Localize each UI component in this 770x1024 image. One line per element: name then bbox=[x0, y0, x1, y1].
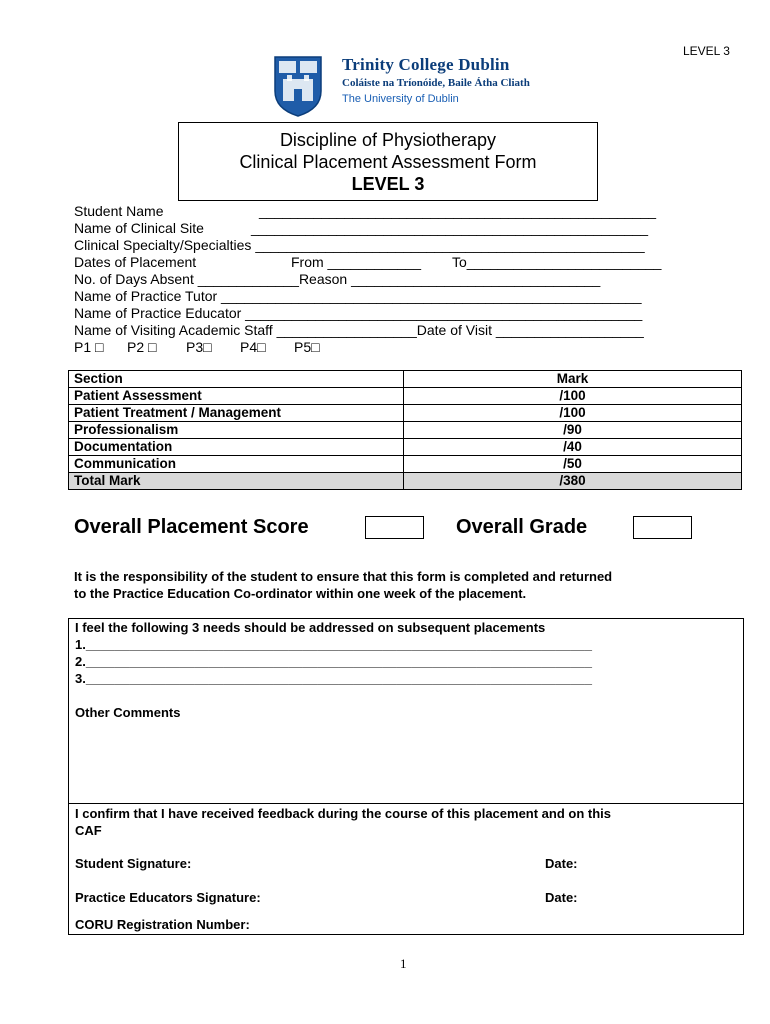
section-cell: Documentation bbox=[69, 439, 404, 456]
tcd-logo bbox=[273, 55, 538, 117]
mark-cell[interactable]: /100 bbox=[404, 388, 742, 405]
section-cell: Communication bbox=[69, 456, 404, 473]
table-header-row bbox=[69, 371, 742, 388]
need-field-1[interactable]: 1.______________________________________________________________________ bbox=[75, 637, 592, 652]
overall-grade-label: Overall Grade bbox=[456, 516, 588, 538]
mark-cell[interactable]: /90 bbox=[404, 422, 742, 439]
practice-tutor-field[interactable]: Name of Practice Tutor ______________________________________________________ bbox=[74, 288, 642, 304]
date-to-field[interactable]: To_________________________ bbox=[452, 254, 662, 270]
table-row bbox=[69, 405, 742, 422]
section-cell: Patient Treatment / Management bbox=[69, 405, 404, 422]
title-level: LEVEL 3 bbox=[351, 174, 425, 194]
level-label: LEVEL 3 bbox=[683, 44, 730, 58]
total-row bbox=[69, 473, 742, 490]
p5-checkbox[interactable]: P5□ bbox=[294, 339, 320, 355]
section-divider bbox=[69, 803, 743, 804]
p2-checkbox[interactable]: P2 □ bbox=[127, 339, 157, 355]
table-row bbox=[69, 439, 742, 456]
marks-table bbox=[68, 370, 742, 490]
needs-heading: I feel the following 3 needs should be addressed on subsequent placements bbox=[75, 620, 546, 635]
overall-score-label: Overall Placement Score bbox=[74, 516, 309, 538]
page-number: 1 bbox=[400, 956, 407, 971]
confirm-line: I confirm that I have received feedback during the course of this placement and on this bbox=[75, 806, 612, 821]
section-cell: Professionalism bbox=[69, 422, 404, 439]
confirm-line: CAF bbox=[75, 823, 102, 838]
need-field-2[interactable]: 2.______________________________________________________________________ bbox=[75, 654, 592, 669]
other-comments-label: Other Comments bbox=[75, 705, 181, 720]
clinical-site-field[interactable]: ___________________________________________________ bbox=[251, 220, 649, 236]
dates-label: Dates of Placement bbox=[74, 254, 197, 270]
title-discipline: Discipline of Physiotherapy bbox=[279, 130, 497, 150]
educator-date-label[interactable]: Date: bbox=[545, 890, 578, 905]
crest-icon bbox=[273, 55, 323, 117]
mark-cell[interactable]: /100 bbox=[404, 405, 742, 422]
days-absent-field[interactable]: No. of Days Absent _____________Reason ________________________________ bbox=[74, 271, 601, 287]
notice-line: It is the responsibility of the student to ensure that this form is completed and returned bbox=[74, 569, 613, 584]
clinical-site-label: Name of Clinical Site bbox=[74, 220, 204, 236]
responsibility-notice bbox=[74, 568, 612, 602]
notice-line: to the Practice Education Co-ordinator within one week of the placement. bbox=[74, 586, 527, 601]
section-header: Section bbox=[69, 371, 404, 388]
table-row bbox=[69, 422, 742, 439]
visiting-academic-field[interactable]: Name of Visiting Academic Staff __________________Date of Visit ___________________ bbox=[74, 322, 644, 338]
specialty-label: Clinical Specialty/Specialties bbox=[74, 237, 256, 253]
total-mark-cell[interactable]: /380 bbox=[404, 473, 742, 490]
table-row bbox=[69, 456, 742, 473]
specialty-field[interactable]: __________________________________________________ bbox=[255, 237, 645, 253]
feedback-box bbox=[68, 618, 744, 935]
form-title-box bbox=[178, 122, 598, 201]
p3-checkbox[interactable]: P3□ bbox=[186, 339, 212, 355]
student-name-field[interactable]: ___________________________________________________ bbox=[259, 203, 657, 219]
student-name-label: Student Name bbox=[74, 203, 164, 219]
overall-score-box[interactable] bbox=[365, 516, 424, 539]
logo-subtitle: The University of Dublin bbox=[342, 93, 459, 105]
coru-registration-label[interactable]: CORU Registration Number: bbox=[75, 917, 250, 932]
mark-cell[interactable]: /50 bbox=[404, 456, 742, 473]
table-row bbox=[69, 388, 742, 405]
practice-educator-field[interactable]: Name of Practice Educator ___________________________________________________ bbox=[74, 305, 643, 321]
mark-cell[interactable]: /40 bbox=[404, 439, 742, 456]
logo-title: Trinity College Dublin bbox=[342, 55, 510, 74]
date-from-field[interactable]: From ____________ bbox=[291, 254, 421, 270]
educator-signature-label[interactable]: Practice Educators Signature: bbox=[75, 890, 261, 905]
need-field-3[interactable]: 3.______________________________________________________________________ bbox=[75, 671, 592, 686]
total-label: Total Mark bbox=[69, 473, 404, 490]
p4-checkbox[interactable]: P4□ bbox=[240, 339, 266, 355]
mark-header: Mark bbox=[404, 371, 742, 388]
student-signature-label[interactable]: Student Signature: bbox=[75, 856, 192, 871]
p1-checkbox[interactable]: P1 □ bbox=[74, 339, 104, 355]
logo-irish-name: Coláiste na Tríonóide, Baile Átha Cliath bbox=[342, 77, 530, 89]
student-date-label[interactable]: Date: bbox=[545, 856, 578, 871]
section-cell: Patient Assessment bbox=[69, 388, 404, 405]
title-form-name: Clinical Placement Assessment Form bbox=[239, 152, 537, 172]
overall-grade-box[interactable] bbox=[633, 516, 692, 539]
